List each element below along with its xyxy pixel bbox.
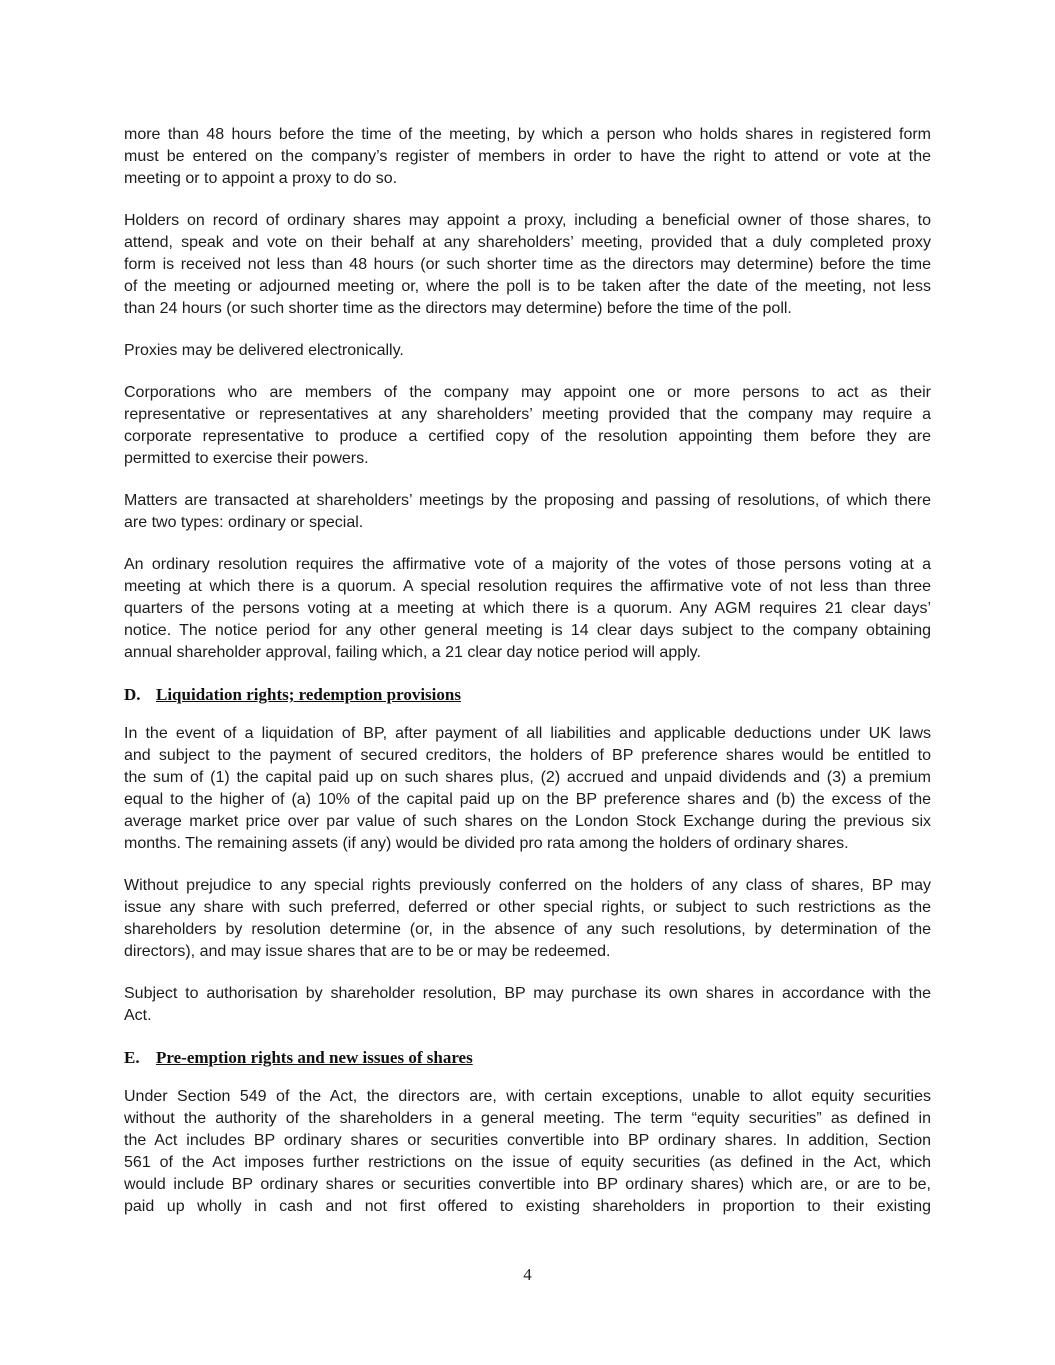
text-line: Act. <box>124 1007 152 1024</box>
text-line: and subject to the payment of secured creditors, the holders of BP preference shares would be entitled to <box>124 747 931 764</box>
paragraph <box>124 723 931 855</box>
paragraph <box>124 983 931 1027</box>
paragraph <box>124 124 931 190</box>
text-line: the Act includes BP ordinary shares or securities convertible into BP ordinary shares. In addition, Section <box>124 1132 931 1149</box>
text-line: must be entered on the company’s register of members in order to have the right to attend or vote at the <box>124 148 931 165</box>
text-line: would include BP ordinary shares or securities convertible into BP ordinary shares) which are, or are to be, <box>124 1176 931 1193</box>
text-line: permitted to exercise their powers. <box>124 450 369 467</box>
text-line: meeting or to appoint a proxy to do so. <box>124 170 398 187</box>
paragraph <box>124 340 931 362</box>
paragraph <box>124 382 931 470</box>
text-line: 561 of the Act imposes further restrictions on the issue of equity securities (as defined in the Act, which <box>124 1154 931 1171</box>
paragraph <box>124 1086 931 1218</box>
section-letter: D. <box>124 685 141 704</box>
paragraph <box>124 554 931 664</box>
text-line: representative or representatives at any shareholders’ meeting provided that the company may require a <box>124 406 931 423</box>
section-heading-d <box>124 684 931 706</box>
text-line: months. The remaining assets (if any) would be divided pro rata among the holders of ordinary shares. <box>124 835 849 852</box>
text-line: without the authority of the shareholders in a general meeting. The term “equity securities” as defined in <box>124 1110 931 1127</box>
section-heading-e <box>124 1047 931 1069</box>
text-line: Corporations who are members of the company may appoint one or more persons to act as their <box>124 384 931 401</box>
text-line: equal to the higher of (a) 10% of the capital paid up on the BP preference shares and (b) the excess of the <box>124 791 931 808</box>
text-line: meeting at which there is a quorum. A special resolution requires the affirmative vote of not less than three <box>124 578 931 595</box>
text-line: more than 48 hours before the time of the meeting, by which a person who holds shares in registered form <box>124 126 931 143</box>
text-line: than 24 hours (or such shorter time as the directors may determine) before the time of the poll. <box>124 300 792 317</box>
text-line: issue any share with such preferred, deferred or other special rights, or subject to such restrictions as the <box>124 899 931 916</box>
text-line: Without prejudice to any special rights previously conferred on the holders of any class of shares, BP may <box>124 877 931 894</box>
text-line: quarters of the persons voting at a meeting at which there is a quorum. Any AGM requires 21 clear days’ <box>124 600 931 617</box>
text-line: attend, speak and vote on their behalf at any shareholders’ meeting, provided that a duly completed proxy <box>124 234 931 251</box>
text-line: paid up wholly in cash and not first offered to existing shareholders in proportion to their existing <box>124 1198 931 1215</box>
section-title: Pre-emption rights and new issues of shares <box>156 1048 473 1067</box>
paragraph <box>124 875 931 963</box>
paragraph <box>124 210 931 320</box>
page-number: 4 <box>523 1265 532 1284</box>
text-line: of the meeting or adjourned meeting or, where the poll is to be taken after the date of the meeting, not less <box>124 278 931 295</box>
text-line: Matters are transacted at shareholders’ meetings by the proposing and passing of resolutions, of which there <box>124 492 931 509</box>
text-line: the sum of (1) the capital paid up on such shares plus, (2) accrued and unpaid dividends and (3) a premium <box>124 769 931 786</box>
text-line: are two types: ordinary or special. <box>124 514 364 531</box>
section-letter: E. <box>124 1048 140 1067</box>
text-line: An ordinary resolution requires the affirmative vote of a majority of the votes of those persons voting at a <box>124 556 931 573</box>
text-line: notice. The notice period for any other general meeting is 14 clear days subject to the company obtaining <box>124 622 931 639</box>
text-line: Under Section 549 of the Act, the directors are, with certain exceptions, unable to allot equity securities <box>124 1088 931 1105</box>
text-line: average market price over par value of such shares on the London Stock Exchange during the previous six <box>124 813 931 830</box>
text-line: corporate representative to produce a certified copy of the resolution appointing them before they are <box>124 428 931 445</box>
text-line: Subject to authorisation by shareholder resolution, BP may purchase its own shares in accordance with the <box>124 985 931 1002</box>
text-line: form is received not less than 48 hours (or such shorter time as the directors may determine) before the time <box>124 256 931 273</box>
section-title: Liquidation rights; redemption provisions <box>156 685 461 704</box>
page-body <box>124 124 931 1238</box>
text-line: Holders on record of ordinary shares may appoint a proxy, including a beneficial owner of those shares, to <box>124 212 931 229</box>
text-line: Proxies may be delivered electronically. <box>124 342 404 359</box>
paragraph <box>124 490 931 534</box>
text-line: shareholders by resolution determine (or, in the absence of any such resolutions, by determination of the <box>124 921 931 938</box>
text-line: directors), and may issue shares that are to be or may be redeemed. <box>124 943 611 960</box>
text-line: annual shareholder approval, failing which, a 21 clear day notice period will apply. <box>124 644 701 661</box>
text-line: In the event of a liquidation of BP, after payment of all liabilities and applicable deductions under UK laws <box>124 725 931 742</box>
